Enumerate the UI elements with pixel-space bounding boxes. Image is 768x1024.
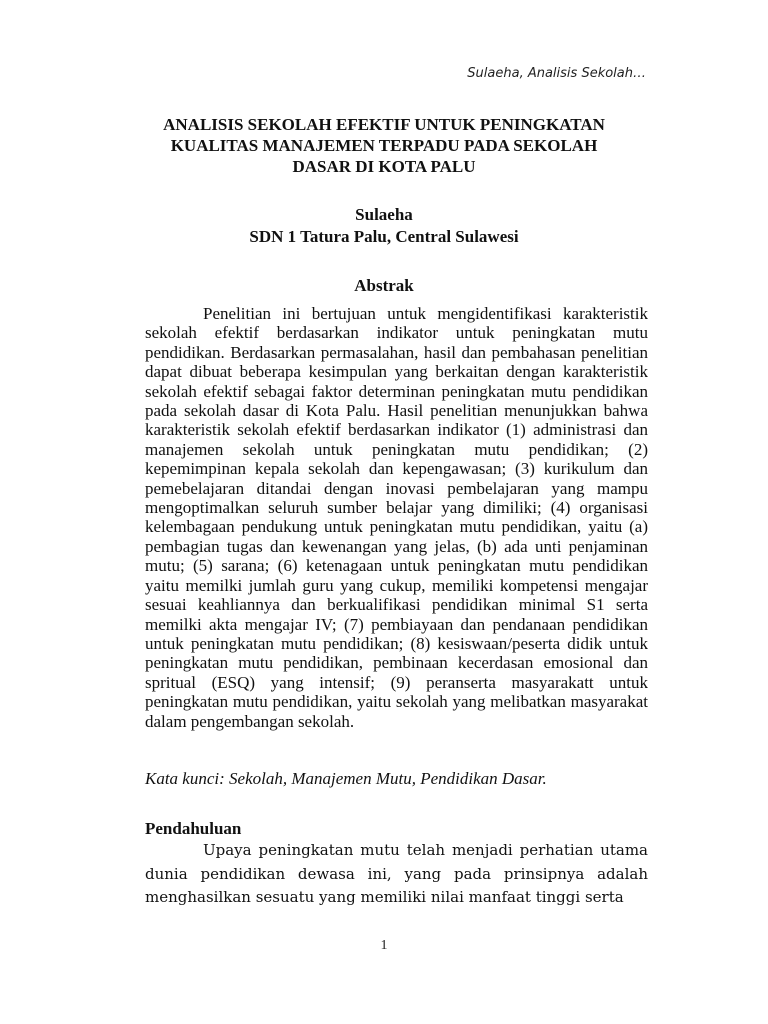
article-title — [128, 114, 640, 177]
keywords: Kata kunci: Sekolah, Manajemen Mutu, Pendidikan Dasar. — [145, 769, 547, 788]
title-line: DASAR DI KOTA PALU — [292, 157, 476, 176]
page-number: 1 — [380, 938, 388, 950]
author-affiliation: SDN 1 Tatura Palu, Central Sulawesi — [249, 227, 519, 246]
title-line: ANALISIS SEKOLAH EFEKTIF UNTUK PENINGKATAN — [163, 115, 605, 134]
section-heading-introduction: Pendahuluan — [145, 819, 242, 838]
author-block — [128, 204, 640, 248]
running-head: Sulaeha, Analisis Sekolah… — [467, 66, 646, 81]
abstract-paragraph — [145, 304, 648, 731]
abstract-text: Penelitian ini bertujuan untuk mengidentifikasi karakteristik sekolah efektif berdasarkan indikator untuk peningkatan mutu pendidikan. Berdasarkan permasalahan, hasil dan pembahasan penelitian dapat dibuat beberapa kesimpulan yang berkaitan dengan karakteristik sekolah efektif sebagai faktor determinan peningkatan mutu pendidikan pada sekolah dasar di Kota Palu. Hasil penelitian menunjukkan bahwa karakteristik sekolah efektif berdasarkan indikator (1) administrasi dan manajemen sekolah untuk peningkatan mutu pendidikan; (2) kepemimpinan kepala sekolah dan kepengawasan; (3) kurikulum dan pemebelajaran ditandai dengan inovasi pembelajaran yang mampu mengoptimalkan seluruh sumber belajar yang dimiliki; (4) organisasi kelembagaan pendukung untuk peningkatan mutu pendidikan, yaitu (a) pembagian tugas dan kewenangan yang jelas, (b) ada unti penjaminan mutu; (5) sarana; (6) ketenagaan untuk peningkatan mutu pendidikan yaitu memilki jumlah guru yang cukup, memiliki kompetensi mengajar sesuai keahliannya dan berkualifikasi pendidikan minimal S1 serta memilki akta mengajar IV; (7) pembiayaan dan pendanaan pendidikan untuk peningkatan mutu pendidikan; (8) kesiswaan/peserta didik untuk peningkatan mutu pendidikan, pembinaan kecerdasan emosional dan spritual (ESQ) yang intensif; (9) peranserta masyarakatt untuk peningkatan mutu pendidikan, yaitu sekolah yang melibatkan masyarakat dalam pengembangan sekolah. — [145, 304, 648, 731]
title-line: KUALITAS MANAJEMEN TERPADU PADA SEKOLAH — [170, 136, 598, 155]
author-name: Sulaeha — [355, 205, 413, 224]
abstract-heading: Abstrak — [354, 276, 414, 295]
introduction-text: Upaya peningkatan mutu telah menjadi perhatian utama dunia pendidikan dewasa ini, yang pada prinsipnya adalah menghasilkan sesuatu yang memiliki nilai manfaat tinggi serta — [145, 841, 648, 906]
introduction-paragraph — [145, 839, 648, 910]
